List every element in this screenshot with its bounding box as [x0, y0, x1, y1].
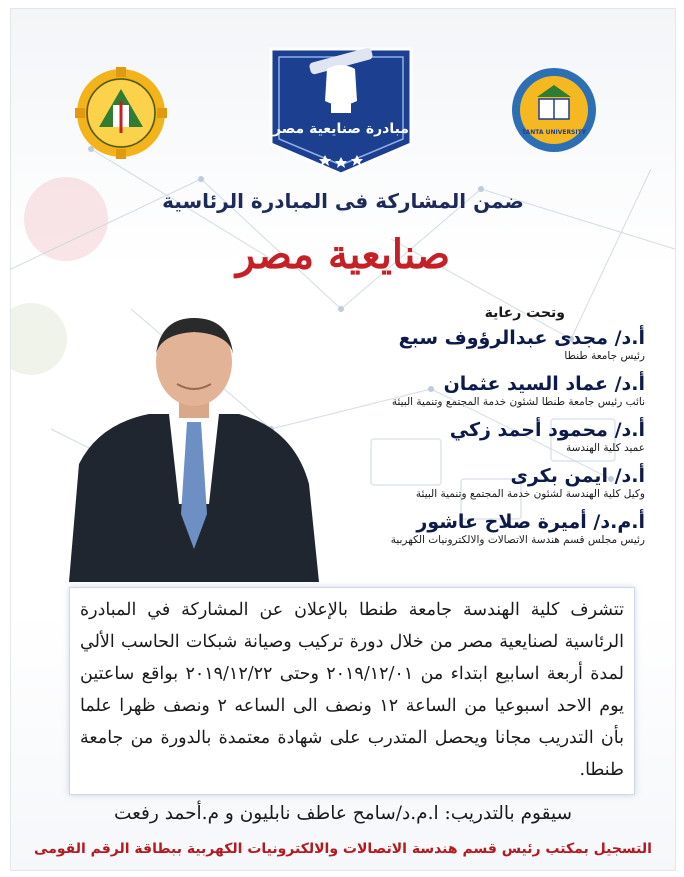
university-logo — [511, 67, 597, 157]
sponsor-entry — [285, 327, 645, 363]
sponsor-name: أ.م.د/ أميرة صلاح عاشور — [416, 511, 645, 533]
sponsor-entry — [285, 465, 645, 501]
sponsor-role: رئيس مجلس قسم هندسة الاتصالات والالكترونيات الكهربية — [390, 534, 645, 546]
subtitle: ضمن المشاركة فى المبادرة الرئاسية — [162, 189, 524, 213]
sponsor-role: عميد كلية الهندسة — [565, 442, 645, 454]
sponsor-name: أ.د/ مجدى عبدالرؤوف سبع — [398, 327, 645, 349]
sponsor-role: رئيس جامعة طنطا — [564, 350, 645, 362]
engineering-faculty-logo — [75, 67, 167, 159]
registration-line: التسجيل بمكتب رئيس قسم هندسة الاتصالات والالكترونيات الكهربية ببطاقة الرقم القومى — [34, 841, 652, 857]
sponsor-name: أ.د/ محمود أحمد زكي — [449, 419, 645, 441]
announcement-box — [69, 587, 635, 795]
portrait-photo — [69, 314, 319, 582]
sponsor-name: أ.د/ ايمن بكرى — [510, 465, 645, 487]
sponsor-role: نائب رئيس جامعة طنطا لشئون خدمة المجتمع وتنمية البيئة — [391, 396, 645, 408]
initiative-shield-icon — [261, 39, 421, 179]
sponsors-list — [285, 305, 645, 557]
sponsor-name: أ.د/ عماد السيد عثمان — [443, 373, 645, 395]
sponsor-entry — [285, 419, 645, 455]
university-seal-icon — [511, 67, 597, 153]
sponsor-entry — [285, 373, 645, 409]
patron-label: وتحت رعاية — [484, 305, 565, 321]
university-logo-text: TANTA UNIVERSITY — [521, 129, 587, 136]
page-title: صنايعية مصر — [235, 231, 451, 278]
announcement-text: تتشرف كلية الهندسة جامعة طنطا بالإعلان عن المشاركة في المبادرة الرئاسية لصنايعية مصر من خلال دورة تركيب وصيانة شبكات الحاسب الألي لمدة أربعة اسابيع ابتداء من ٢٠١٩/١٢/٠١ وحتى ٢٠١٩/١٢/٢٢ بواقع ساعتين يوم الاحد اسبوعيا من الساعة ١٢ ونصف الى الساعه ٢ ونصف ظهرا علما بأن التدريب مجانا ويحصل المتدرب على شهادة معتمدة بالدورة من جامعة طنطا. — [80, 600, 625, 780]
initiative-logo — [261, 39, 421, 183]
initiative-logo-text: مبادرة صنايعية مصر — [273, 121, 409, 137]
sponsor-role: وكيل كلية الهندسة لشئون خدمة المجتمع وتنمية البيئة — [415, 488, 645, 500]
sponsor-entry — [285, 511, 645, 547]
flyer — [10, 8, 676, 871]
trainers-line: سيقوم بالتدريب: ا.م.د/سامح عاطف نابليون و م.أحمد رفعت — [113, 803, 573, 824]
